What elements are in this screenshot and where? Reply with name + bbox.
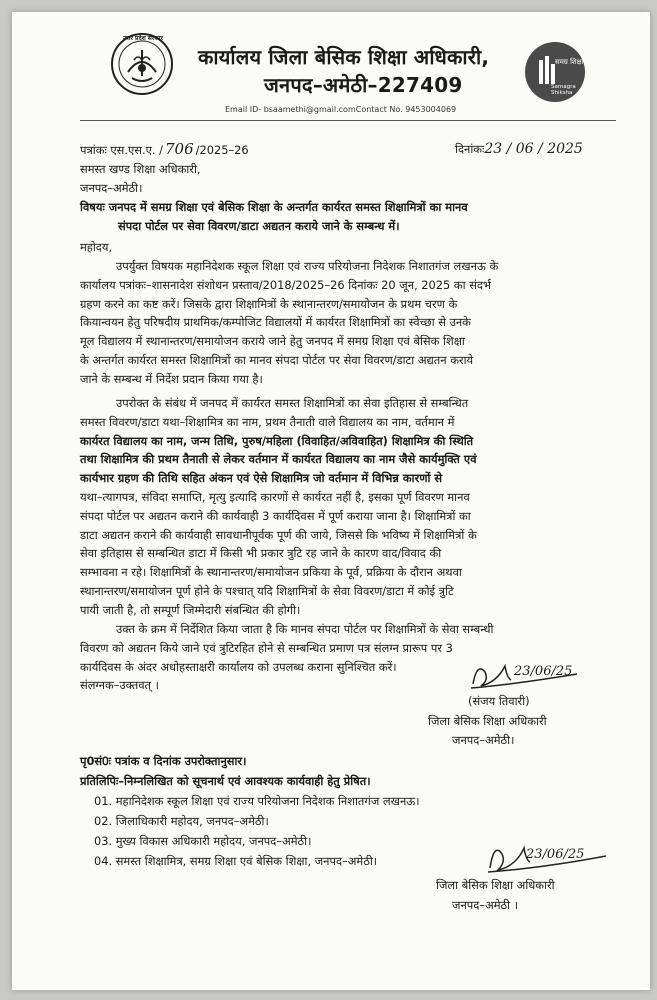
signature-2-district: जनपद–अमेठी । xyxy=(452,898,519,912)
logo-hindi-text: समग्र शिक्षा xyxy=(555,58,584,66)
addressee-line1: समस्त खण्ड शिक्षा अधिकारी, xyxy=(80,162,201,176)
subject-line1 xyxy=(80,198,620,216)
signature-1-date: 23/06/25 xyxy=(514,664,573,679)
p2-line: सम्भावना न रहे। शिक्षामित्रों के स्थानान्तरण/समायोजन प्रकिया के पूर्व, प्रक्रिया के दौरान अथवा xyxy=(80,565,462,580)
copy-list-item: 03. मुख्य विकास अधिकारी महोदय, जनपद–अमेठी। xyxy=(94,834,312,848)
p1-line: कियान्वयन हेतु परिषदीय प्राथमिक/कम्पोजिट विद्यालयों में कार्यरत शिक्षामित्रों का स्वेच्छा से उनके xyxy=(80,315,471,330)
patrank-line xyxy=(80,140,249,159)
p1-line: ग्रहण करने का कष्ट करें। जिसके द्वारा शिक्षामित्रों के स्थानान्तरण/समायोजन के प्रथम चरण के xyxy=(80,296,458,311)
p3-line: कार्यदिवस के अंदर अधोहस्ताक्षरी कार्यालय को उपलब्ध कराना सुनिश्चित करें। xyxy=(80,659,397,674)
p2-line: समस्त विवरण/डाटा यथा–शिक्षामित्र का नाम, प्रथम तैनाती वाले विद्यालय का नाम, वर्तमान में xyxy=(80,414,455,429)
patrank-prefix: पत्रांकः एस.एस.ए. / xyxy=(80,143,163,157)
copy-list-item: 02. जिलाधिकारी महोदय, जनपद–अमेठी। xyxy=(94,814,269,828)
p1-line: जाने के सम्बन्ध में निर्देश प्रदान किया गया है। xyxy=(80,371,263,386)
emblem-label: उत्तर प्रदेश सरकार xyxy=(123,35,163,42)
subject-line2: संपदा पोर्टल पर सेवा विवरण/डाटा अद्यतन कराये जाने के सम्बन्ध में। xyxy=(118,219,400,233)
p1-line: कार्यालय पत्रांकः–शासनादेश संशोधन प्रस्ताव/2018/2025–26 दिनांकः 20 जून, 2025 का संदर्भ xyxy=(80,277,491,292)
copy-list-item: 04. समस्त शिक्षामित्र, समग्र शिक्षा एवं बेसिक शिक्षा, जनपद–अमेठी। xyxy=(94,854,378,868)
signature-1-name: (संजय तिवारी) xyxy=(468,694,530,708)
date-value-handwritten: 23 / 06 / 2025 xyxy=(484,141,583,157)
signature-2-designation: जिला बेसिक शिक्षा अधिकारी xyxy=(436,878,555,892)
date-label: दिनांकः xyxy=(455,142,485,156)
office-district: जनपद–अमेठी–227409 xyxy=(264,73,463,97)
p1-line: मूल विद्यालय में स्थानान्तरण/समायोजन कराये जाने हेतु जनपद में समग्र शिक्षा एवं बेसिक शिक्षा xyxy=(80,334,465,349)
p1-line: के अन्तर्गत कार्यरत समस्त शिक्षामित्रों का मानव संपदा पोर्टल पर सेवा विवरण/डाटा अद्यतन कराये xyxy=(80,352,474,367)
subject-text-1: जनपद में समग्र शिक्षा एवं बेसिक शिक्षा के अन्तर्गत कार्यरत समस्त शिक्षामित्रों का मानव xyxy=(108,200,468,214)
header-divider xyxy=(80,120,616,121)
endorsement-ref: पृ0सं0ः पत्रांक व दिनांक उपरोक्तानुसार। xyxy=(80,754,247,768)
signature-1-designation: जिला बेसिक शिक्षा अधिकारी xyxy=(428,714,547,728)
copy-list-item: 01. महानिदेशक स्कूल शिक्षा एवं राज्य परियोजना निदेशक निशातगंज लखनऊ। xyxy=(94,794,420,808)
salutation: महोदय, xyxy=(80,240,113,254)
p1-line: उपर्युक्त विषयक महानिदेशक स्कूल शिक्षा एवं राज्य परियोजना निदेशक निशातगंज लखनऊ के xyxy=(116,259,499,273)
letter-sheet xyxy=(12,12,650,990)
p2-line: डाटा अद्यतन कराने की कार्यवाही सावधानीपूर्वक पूर्ण की जाये, जिससे कि भविष्य में शिक्षामित्रों के xyxy=(80,527,477,542)
p3-line: विवरण को अद्यतन किये जाने एवं त्रुटिरहित होने से सम्बन्धित प्रमाण पत्र संलग्न प्रारूप पर 3 xyxy=(80,640,453,655)
signature-2-date: 23/06/25 xyxy=(526,847,585,862)
paragraph-1 xyxy=(80,257,620,389)
office-title: कार्यालय जिला बेसिक शिक्षा अधिकारी, xyxy=(198,45,490,69)
p2-line: पायी जाती है, तो सम्पूर्ण जिम्मेदारी संबन्धित की होगी। xyxy=(80,602,301,617)
date-line xyxy=(455,140,583,158)
samagra-shiksha-logo xyxy=(525,42,585,102)
p3-line: उक्त के क्रम में निर्देशित किया जाता है कि मानव संपदा पोर्टल पर शिक्षामित्रों के सेवा सम्बन्धी xyxy=(116,622,494,636)
enclosure-note: संलग्नक–उक्तवत् । xyxy=(80,678,159,692)
addressee-line2: जनपद–अमेठी। xyxy=(80,181,143,195)
patrank-suffix: /2025–26 xyxy=(195,143,249,157)
endorsement-copy-to: प्रतिलिपिः–निम्नलिखित को सूचनार्थ एवं आवश्यक कार्यवाही हेतु प्रेषित। xyxy=(80,774,371,788)
p2-line: संपदा पोर्टल पर अद्यतन कराने की कार्यवाही 3 कार्यदिवस में पूर्ण कराया जाना है। शिक्षामित्रों का xyxy=(80,508,471,523)
contact-line: Email ID- bsaamethi@gmail.comContact No. 9453004069 xyxy=(225,105,457,114)
p2-line: तथा शिक्षामित्र की प्रथम तैनाती से लेकर वर्तमान में कार्यरत विद्यालय का नाम जैसे कार्यमुक्ति एवं xyxy=(80,452,477,467)
p2-line: उपरोक्त के संबंध में जनपद में कार्यरत समस्त शिक्षामित्रों का सेवा इतिहास से सम्बन्धित xyxy=(116,396,469,410)
signature-1-district: जनपद–अमेठी। xyxy=(452,733,515,747)
p2-line: सेवा इतिहास से सम्बन्धित डाटा में किसी भी प्रकार त्रुटि रह जाने के कारण वाद/विवाद की xyxy=(80,546,442,561)
patrank-number-handwritten: 706 xyxy=(165,140,194,158)
subject-label: विषयः xyxy=(80,200,105,214)
p2-line: कार्यरत विद्यालय का नाम, जन्म तिथि, पुरुष/महिला (विवाहित/अविवाहित) शिक्षामित्र की स्थिति xyxy=(80,433,474,448)
paragraph-2 xyxy=(80,394,620,620)
p2-line: स्थानान्तरण/समायोजन पूर्ण होने के पश्चात् यदि शिक्षामित्रों के सेवा विवरण/डाटा में कोई त्रुटि xyxy=(80,583,454,598)
p2-line: यथा–त्यागपत्र, संविदा समाप्ति, मृत्यु इत्यादि कारणों से कार्यरत नहीं है, इसका पूर्ण विवरण मानव xyxy=(80,489,470,504)
logo-english-text: Samagra Shiksha xyxy=(551,84,576,96)
p2-line: कार्यभार ग्रहण की तिथि सहित अंकन एवं ऐसे शिक्षामित्र जो वर्तमान में विभिन्न कारणों से xyxy=(80,471,443,486)
